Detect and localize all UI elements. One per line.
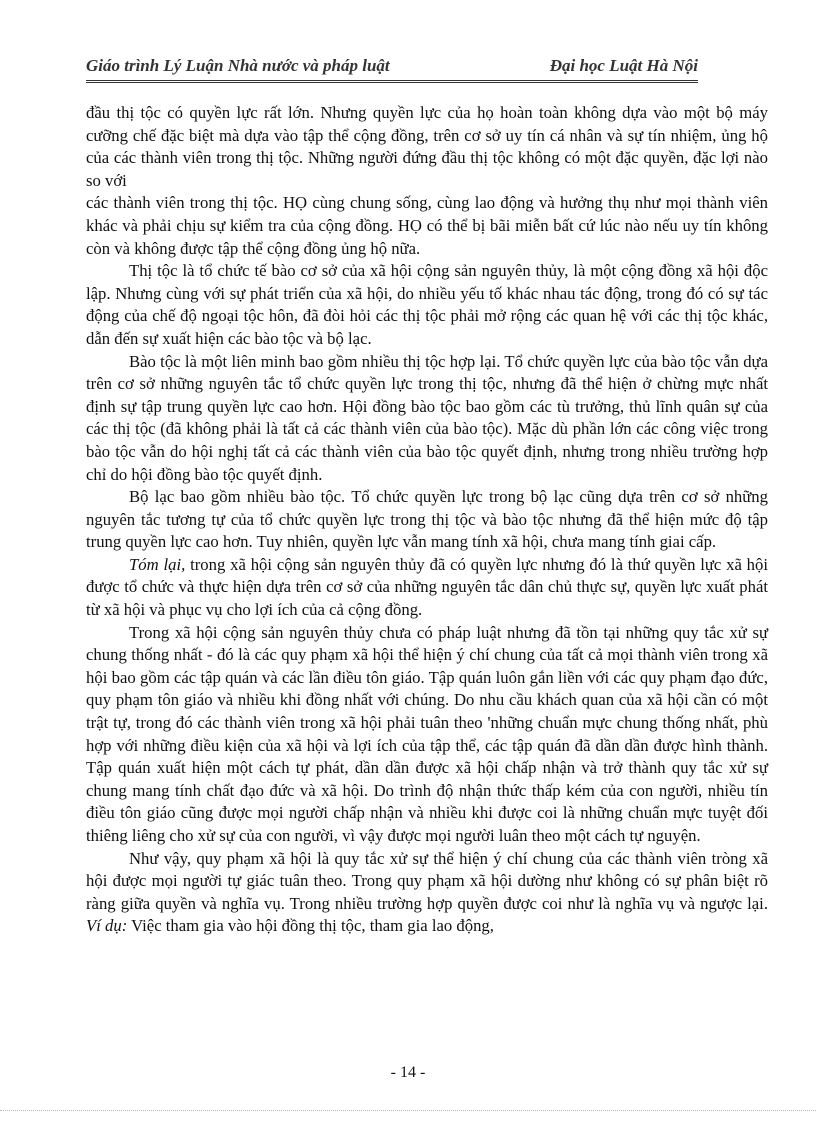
summary-text: trong xã hội cộng sản nguyên thủy đã có quyền lực nhưng đó là thứ quyền lực xã hội được tổ chức và thực hiện dựa trên cơ sở của những nguyên tắc dân chủ thực sự, quyền lực xuất phát từ xã hội và phục vụ cho lợi ích của cả cộng đồng. bbox=[86, 554, 769, 620]
paragraph-bo-lac: Bộ lạc bao gồm nhiều bào tộc. Tổ chức quyền lực trong bộ lạc cũng dựa trên cơ sở những nguyên tắc tương tự của tổ chức quyền lực trong thị tộc và bào tộc nhưng đã thể hiện mức độ tập trung quyền lực cao hơn. Tuy nhiên, quyền lực vẫn mang tính xã hội, chưa mang tính giai cấp. bbox=[86, 487, 768, 552]
example-lead: Ví dụ: bbox=[86, 916, 128, 936]
paragraph-customs: Trong xã hội cộng sản nguyên thủy chưa có pháp luật nhưng đã tồn tại những quy tắc xử sự chung thống nhất - đó là các quy phạm xã hội thể hiện ý chí chung của tất cả mọi thành viên trong xã hội bao gồm các tập quán và các lần điều tôn giáo. Tập quán luôn gắn liền với các quy phạm đạo đức, quy phạm tôn giáo và nhiều khi đồng nhất với chúng. Do nhu cầu khách quan của xã hội cần có một trật tự, trong đó các thành viên trong xã hội phải tuân theo 'những chuẩn mực chung thống nhất, phù hợp với những điều kiện của xã hội và lợi ích của tập thể, các tập quán đã dần dần được hình thành. Tập quán xuất hiện một cách tự phát, dần dần được xã hội chấp nhận và trở thành quy tắc xử sự chung mang tính chất đạo đức và xã hội. Do trình độ nhận thức thấp kém của con người, nhiều tín điều tôn giáo cũng được mọi người chấp nhận và nhiều khi được coi là những chuẩn mực tuyệt đối thiêng liêng cho xử sự của con người, vì vậy được mọi người luân theo một cách tự nguyện. bbox=[86, 622, 768, 845]
page-body bbox=[86, 102, 768, 938]
header-book-title: Giáo trình Lý Luận Nhà nước và pháp luật bbox=[86, 56, 390, 75]
example-text: Việc tham gia vào hội đồng thị tộc, tham gia lao động, bbox=[131, 916, 494, 936]
summary-lead: Tóm lại, bbox=[129, 554, 186, 574]
paragraph-continued-2: các thành viên trong thị tộc. HỌ cùng chung sống, cùng lao động và hưởng thụ như mọi thành viên khác và phải chịu sự kiểm tra của cộng đồng. HỌ có thể bị bãi miễn bất cứ lúc nào nếu uy tín không còn và không được tập thể cộng đồng ủng hộ nữa. bbox=[86, 193, 768, 258]
paragraph-bao-toc: Bào tộc là một liên minh bao gồm nhiều thị tộc hợp lại. Tổ chức quyền lực của bào tộc vẫn dựa trên cơ sở những nguyên tắc tổ chức quyền lực trong thị tộc, nhưng đã thể hiện ở chừng mực nhất định sự tập trung quyền lực cao hơn. Hội đồng bào tộc bao gồm các tù trưởng, thủ lĩnh quân sự của các thị tộc (đã không phải là tất cả các thành viên của bào tộc). Mặc dù phần lớn các công việc trong bào tộc vẫn do hội nghị tất cả các thành viên của bào tộc quyết định, nhưng trong nhiều trường hợp chỉ do hội đồng bào tộc quyết định. bbox=[86, 351, 768, 484]
paragraph-thi-toc: Thị tộc là tổ chức tế bào cơ sở của xã hội cộng sản nguyên thủy, là một cộng đồng xã hội độc lập. Nhưng cùng với sự phát triển của xã hội, do nhiều yếu tố khác nhau tác động, trong đó có sự tác động của chế độ ngoại tộc hôn, đã đòi hỏi các thị tộc phải mở rộng các quan hệ với các thị tộc khác, dẫn đến sự xuất hiện các bào tộc và bộ lạc. bbox=[86, 261, 768, 348]
bottom-divider bbox=[0, 1110, 816, 1111]
paragraph-summary bbox=[86, 554, 768, 622]
paragraph-continued: đầu thị tộc có quyền lực rất lớn. Nhưng quyền lực của họ hoàn toàn không dựa vào một bộ máy cưỡng chế đặc biệt mà dựa vào tập thể cộng đồng, trên cơ sở uy tín cá nhân và sự tín nhiệm, ủng hộ của các thành viên trong thị tộc. Những người đứng đầu thị tộc không có một đặc quyền, đặc lợi nào so với bbox=[86, 103, 768, 190]
header-university: Đại học Luật Hà Nội bbox=[549, 56, 698, 75]
paragraph-social-norms bbox=[86, 848, 768, 938]
page-number: - 14 - bbox=[390, 1064, 426, 1081]
running-header bbox=[86, 54, 698, 83]
social-norms-text: Như vậy, quy phạm xã hội là quy tắc xử sự thể hiện ý chí chung của các thành viên tròng xã hội được mọi người tự giác tuân theo. Trong quy phạm xã hội dường như không có sự phân biệt rõ ràng giữa quyền và nghĩa vụ. Trong nhiều trường hợp quyền được coi như là nghĩa vụ và ngược lại. bbox=[86, 848, 768, 913]
